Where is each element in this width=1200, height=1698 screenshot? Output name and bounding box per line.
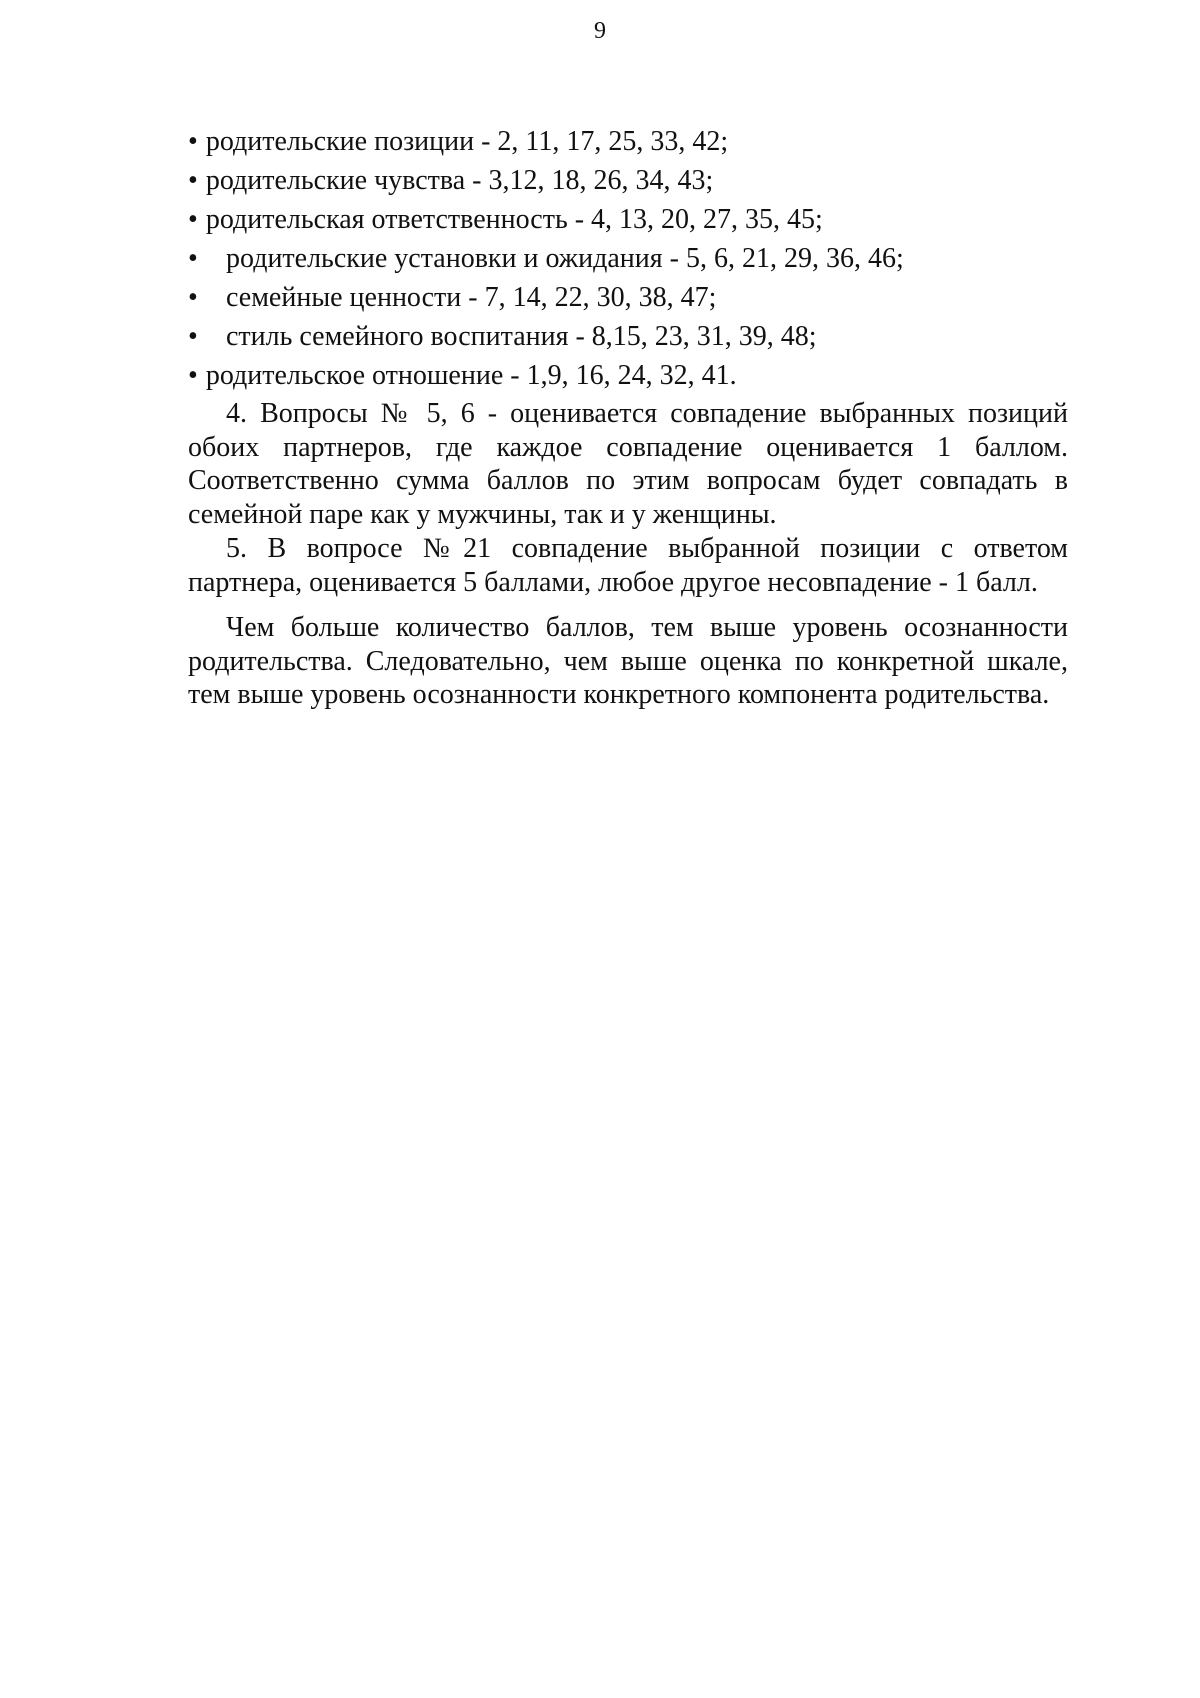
bullet-icon: • xyxy=(188,165,198,196)
list-item-text: стиль семейного воспитания - 8,15, 23, 31, 39, 48; xyxy=(226,321,817,352)
list-item xyxy=(188,317,1068,356)
list-item xyxy=(188,200,1068,239)
bullet-icon: • xyxy=(188,204,198,235)
list-item-text: родительская ответственность - 4, 13, 20, 27, 35, 45; xyxy=(205,204,823,235)
paragraph-item-4: 4. Вопросы № 5, 6 - оценивается совпадение выбранных позиций обоих партнеров, где каждое совпадение оценивается 1 баллом. Соответственно сумма баллов по этим вопросам будет совпадать в семейной паре как у мужчины, так и у женщины. xyxy=(188,398,1068,530)
list-item-text: родительские позиции - 2, 11, 17, 25, 33, 42; xyxy=(205,126,729,157)
bullet-icon: • xyxy=(188,126,198,157)
bullet-icon: • xyxy=(188,360,198,391)
list-item-text: семейные ценности - 7, 14, 22, 30, 38, 47; xyxy=(226,282,717,313)
bullet-icon: • xyxy=(188,243,198,274)
scale-list xyxy=(188,122,1068,395)
document-body xyxy=(188,122,1068,712)
bullet-icon: • xyxy=(188,321,198,352)
page-number: 9 xyxy=(594,18,606,44)
list-item xyxy=(188,161,1068,200)
list-item-text: родительские установки и ожидания - 5, 6, 21, 29, 36, 46; xyxy=(226,243,904,274)
list-item xyxy=(188,122,1068,161)
list-item xyxy=(188,278,1068,317)
paragraph-item-5: 5. В вопросе №21 совпадение выбранной позиции с ответом партнера, оценивается 5 баллами, любое другое несовпадение - 1 балл. xyxy=(188,533,1068,598)
paragraph-conclusion: Чем больше количество баллов, тем выше уровень осознанности родительства. Следовательно, чем выше оценка по конкретной шкале, тем выше уровень осознанности конкретного компонента родительства. xyxy=(188,612,1068,710)
list-item-text: родительские чувства - 3,12, 18, 26, 34, 43; xyxy=(205,165,714,196)
list-item xyxy=(188,356,1068,395)
list-item-text: родительское отношение - 1,9, 16, 24, 32, 41. xyxy=(205,360,737,391)
list-item xyxy=(188,239,1068,278)
bullet-icon: • xyxy=(188,282,198,313)
